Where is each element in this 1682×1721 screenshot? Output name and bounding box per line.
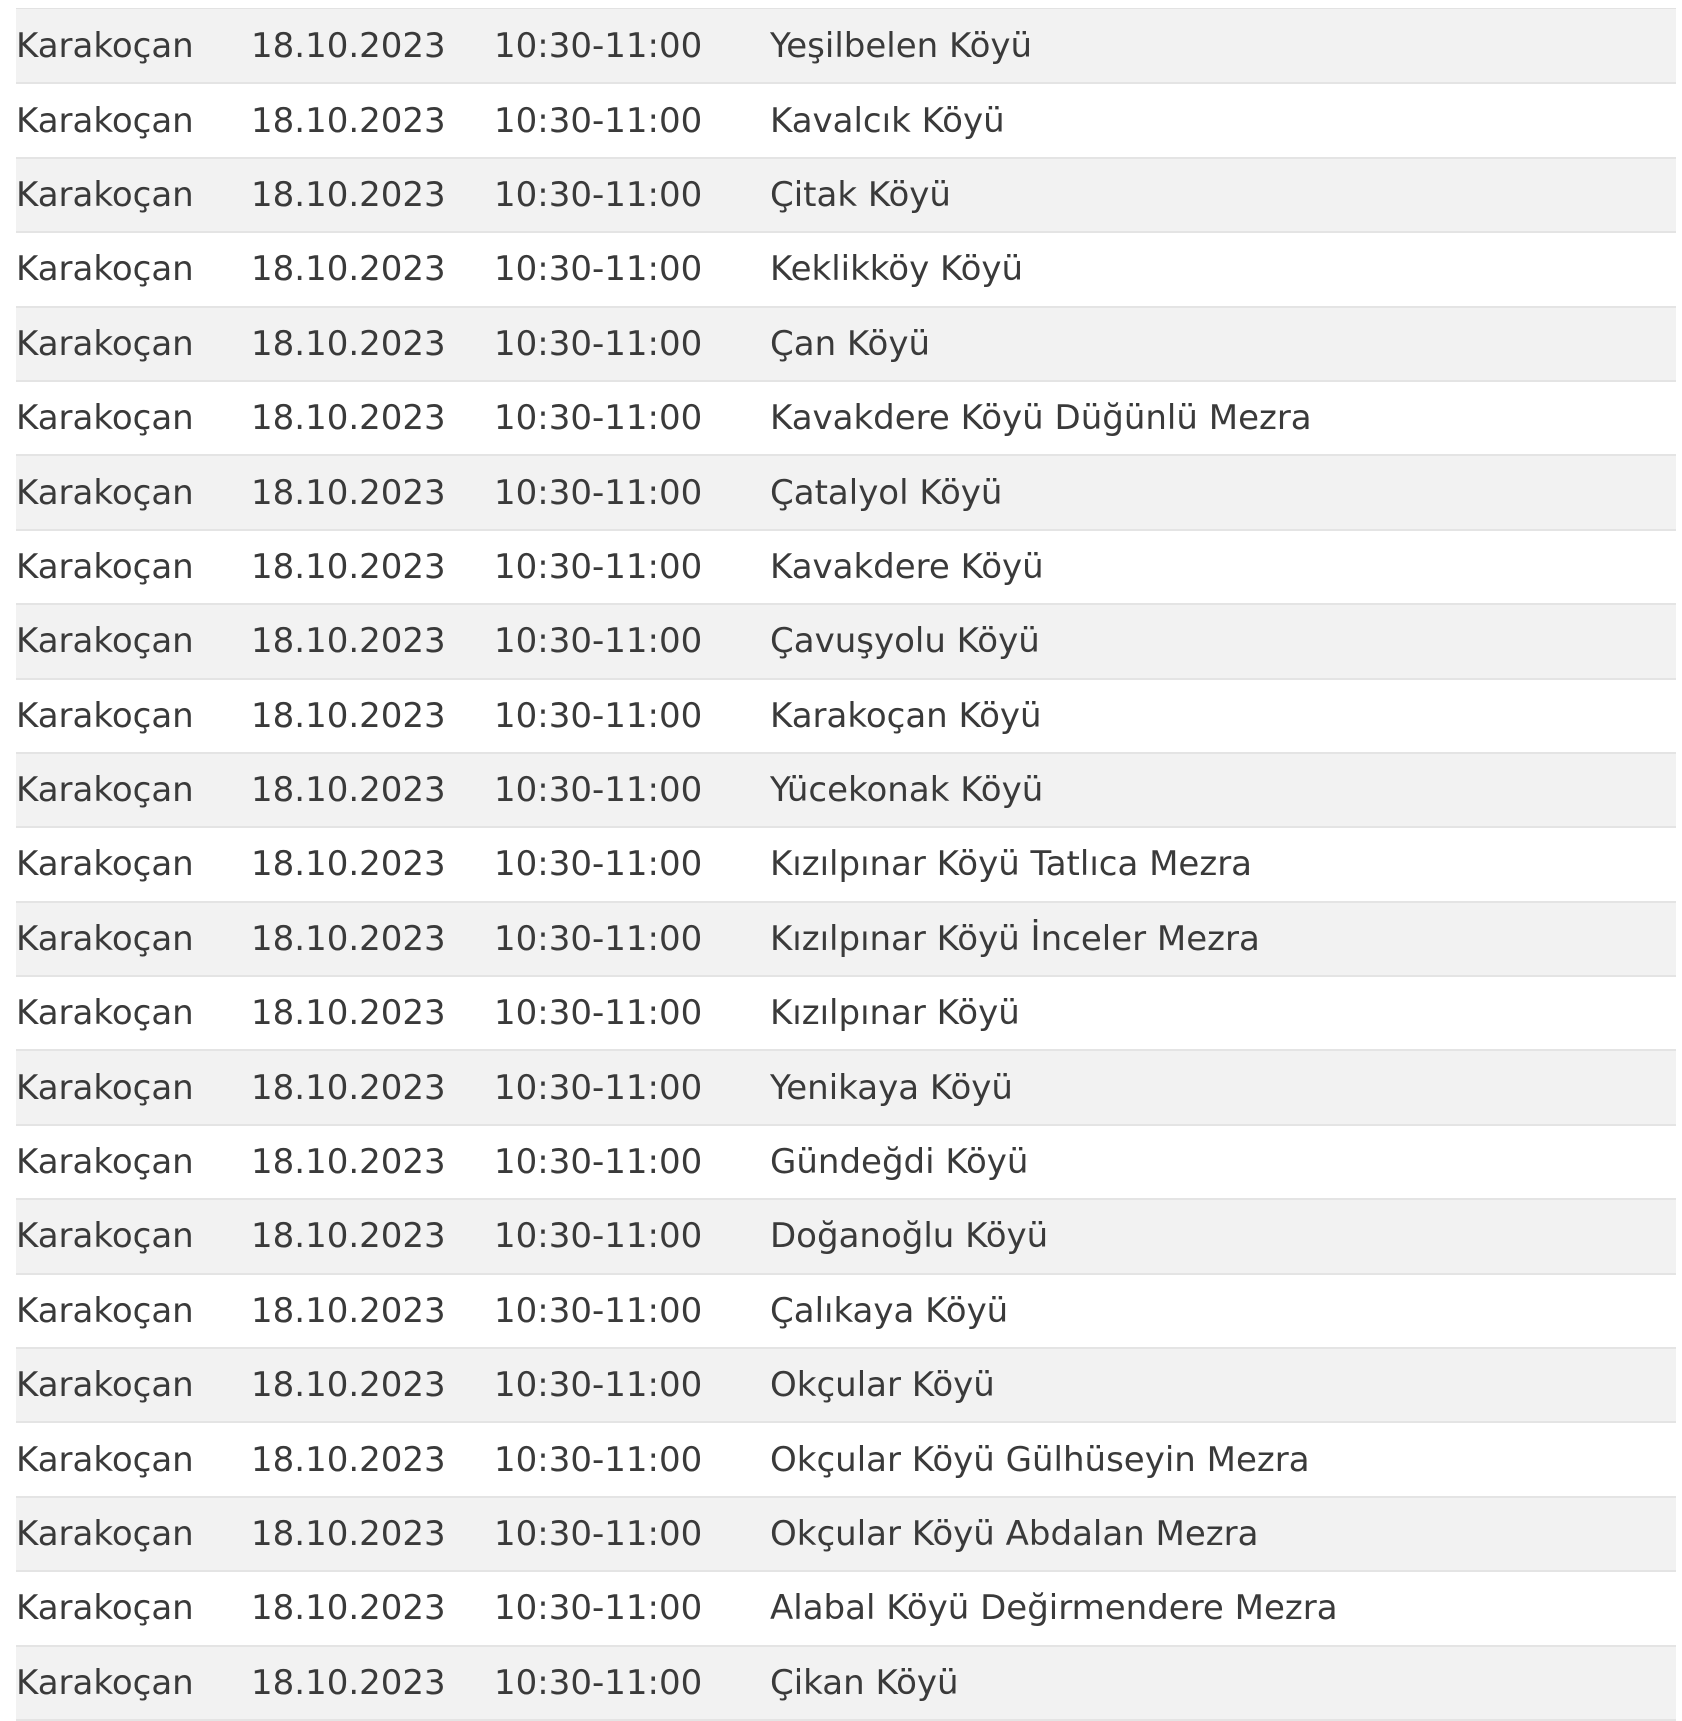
- district-cell: Karakoçan: [16, 1274, 251, 1348]
- time-cell: 10:30-11:00: [494, 158, 770, 232]
- table-row: [16, 9, 1676, 83]
- place-cell: Okçular Köyü Abdalan Mezra: [770, 1497, 1676, 1571]
- table-row: [16, 827, 1676, 901]
- time-cell: 10:30-11:00: [494, 381, 770, 455]
- place-cell: Kızılpınar Köyü: [770, 976, 1676, 1050]
- place-cell: Kavakdere Köyü Düğünlü Mezra: [770, 381, 1676, 455]
- table-row: [16, 604, 1676, 678]
- district-cell: Karakoçan: [16, 307, 251, 381]
- district-cell: Karakoçan: [16, 827, 251, 901]
- time-cell: 10:30-11:00: [494, 1199, 770, 1273]
- time-cell: 10:30-11:00: [494, 1274, 770, 1348]
- time-cell: 10:30-11:00: [494, 455, 770, 529]
- date-cell: 18.10.2023: [251, 455, 494, 529]
- time-cell: 10:30-11:00: [494, 679, 770, 753]
- time-cell: 10:30-11:00: [494, 902, 770, 976]
- table-row: [16, 158, 1676, 232]
- table-row: [16, 530, 1676, 604]
- place-cell: Kavakdere Köyü: [770, 530, 1676, 604]
- place-cell: Yücekonak Köyü: [770, 753, 1676, 827]
- table-row: [16, 1199, 1676, 1273]
- time-cell: 10:30-11:00: [494, 1497, 770, 1571]
- district-cell: Karakoçan: [16, 158, 251, 232]
- district-cell: Karakoçan: [16, 1125, 251, 1199]
- time-cell: 10:30-11:00: [494, 1050, 770, 1124]
- date-cell: 18.10.2023: [251, 1050, 494, 1124]
- place-cell: Keklikköy Köyü: [770, 232, 1676, 306]
- place-cell: Gündeğdi Köyü: [770, 1125, 1676, 1199]
- district-cell: Karakoçan: [16, 1571, 251, 1645]
- time-cell: 10:30-11:00: [494, 83, 770, 157]
- place-cell: Çalıkaya Köyü: [770, 1274, 1676, 1348]
- date-cell: 18.10.2023: [251, 902, 494, 976]
- time-cell: 10:30-11:00: [494, 1646, 770, 1720]
- district-cell: Karakoçan: [16, 902, 251, 976]
- place-cell: Kızılpınar Köyü İnceler Mezra: [770, 902, 1676, 976]
- table-row: [16, 679, 1676, 753]
- table-row: [16, 232, 1676, 306]
- place-cell: Doğanoğlu Köyü: [770, 1199, 1676, 1273]
- time-cell: 10:30-11:00: [494, 1348, 770, 1422]
- district-cell: Karakoçan: [16, 604, 251, 678]
- time-cell: 10:30-11:00: [494, 976, 770, 1050]
- date-cell: 18.10.2023: [251, 1199, 494, 1273]
- place-cell: Çan Köyü: [770, 307, 1676, 381]
- place-cell: Çikan Köyü: [770, 1646, 1676, 1720]
- date-cell: 18.10.2023: [251, 1497, 494, 1571]
- time-cell: 10:30-11:00: [494, 1125, 770, 1199]
- place-cell: Yenikaya Köyü: [770, 1050, 1676, 1124]
- time-cell: 10:30-11:00: [494, 232, 770, 306]
- date-cell: 18.10.2023: [251, 1125, 494, 1199]
- time-cell: 10:30-11:00: [494, 9, 770, 83]
- time-cell: 10:30-11:00: [494, 307, 770, 381]
- time-cell: 10:30-11:00: [494, 827, 770, 901]
- district-cell: Karakoçan: [16, 83, 251, 157]
- district-cell: Karakoçan: [16, 1348, 251, 1422]
- date-cell: 18.10.2023: [251, 976, 494, 1050]
- date-cell: 18.10.2023: [251, 530, 494, 604]
- date-cell: 18.10.2023: [251, 679, 494, 753]
- place-cell: Kızılpınar Köyü Tatlıca Mezra: [770, 827, 1676, 901]
- district-cell: Karakoçan: [16, 976, 251, 1050]
- date-cell: 18.10.2023: [251, 753, 494, 827]
- place-cell: Kavalcık Köyü: [770, 83, 1676, 157]
- table-row: [16, 1274, 1676, 1348]
- time-cell: 10:30-11:00: [494, 604, 770, 678]
- date-cell: 18.10.2023: [251, 158, 494, 232]
- district-cell: Karakoçan: [16, 1497, 251, 1571]
- date-cell: 18.10.2023: [251, 9, 494, 83]
- district-cell: Karakoçan: [16, 1422, 251, 1496]
- outage-schedule-table: [16, 9, 1676, 1721]
- time-cell: 10:30-11:00: [494, 530, 770, 604]
- table-row: [16, 1497, 1676, 1571]
- district-cell: Karakoçan: [16, 381, 251, 455]
- district-cell: Karakoçan: [16, 679, 251, 753]
- district-cell: Karakoçan: [16, 1199, 251, 1273]
- place-cell: Çitak Köyü: [770, 158, 1676, 232]
- table-row: [16, 976, 1676, 1050]
- date-cell: 18.10.2023: [251, 83, 494, 157]
- table-row: [16, 753, 1676, 827]
- place-cell: Çatalyol Köyü: [770, 455, 1676, 529]
- place-cell: Okçular Köyü Gülhüseyin Mezra: [770, 1422, 1676, 1496]
- time-cell: 10:30-11:00: [494, 753, 770, 827]
- table-row: [16, 307, 1676, 381]
- district-cell: Karakoçan: [16, 455, 251, 529]
- date-cell: 18.10.2023: [251, 232, 494, 306]
- district-cell: Karakoçan: [16, 9, 251, 83]
- date-cell: 18.10.2023: [251, 307, 494, 381]
- date-cell: 18.10.2023: [251, 1274, 494, 1348]
- table-row: [16, 83, 1676, 157]
- table-row: [16, 381, 1676, 455]
- date-cell: 18.10.2023: [251, 827, 494, 901]
- date-cell: 18.10.2023: [251, 1571, 494, 1645]
- table-row: [16, 1571, 1676, 1645]
- district-cell: Karakoçan: [16, 1050, 251, 1124]
- date-cell: 18.10.2023: [251, 1348, 494, 1422]
- table-row: [16, 1422, 1676, 1496]
- time-cell: 10:30-11:00: [494, 1571, 770, 1645]
- place-cell: Okçular Köyü: [770, 1348, 1676, 1422]
- district-cell: Karakoçan: [16, 530, 251, 604]
- district-cell: Karakoçan: [16, 753, 251, 827]
- time-cell: 10:30-11:00: [494, 1422, 770, 1496]
- place-cell: Çavuşyolu Köyü: [770, 604, 1676, 678]
- district-cell: Karakoçan: [16, 232, 251, 306]
- schedule-table-body: [16, 9, 1676, 1720]
- table-row: [16, 455, 1676, 529]
- place-cell: Alabal Köyü Değirmendere Mezra: [770, 1571, 1676, 1645]
- table-row: [16, 1646, 1676, 1720]
- table-row: [16, 1348, 1676, 1422]
- date-cell: 18.10.2023: [251, 1422, 494, 1496]
- place-cell: Yeşilbelen Köyü: [770, 9, 1676, 83]
- table-row: [16, 902, 1676, 976]
- table-row: [16, 1050, 1676, 1124]
- district-cell: Karakoçan: [16, 1646, 251, 1720]
- date-cell: 18.10.2023: [251, 381, 494, 455]
- date-cell: 18.10.2023: [251, 1646, 494, 1720]
- date-cell: 18.10.2023: [251, 604, 494, 678]
- place-cell: Karakoçan Köyü: [770, 679, 1676, 753]
- table-row: [16, 1125, 1676, 1199]
